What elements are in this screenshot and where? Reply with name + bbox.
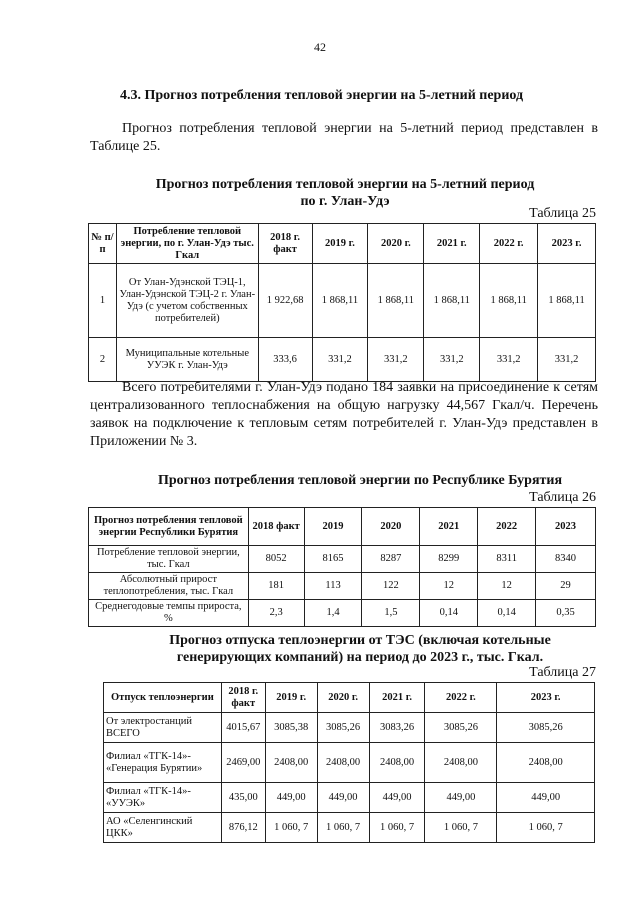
page-number: 42 (314, 40, 326, 54)
table-row (104, 743, 595, 783)
table26-header-cell: 2019 (304, 508, 362, 546)
table25-header-cell: 2018 г. факт (258, 224, 312, 264)
table25-header-cell: 2020 г. (368, 224, 424, 264)
table-cell: 8311 (478, 546, 536, 573)
table-cell: 876,12 (221, 813, 265, 843)
table-cell: 4015,67 (221, 713, 265, 743)
table25-header-cell: 2022 г. (480, 224, 538, 264)
table27-header-cell: 2020 г. (317, 683, 369, 713)
table-cell: 1,5 (362, 600, 420, 627)
table27-header-cell: Отпуск теплоэнергии (104, 683, 222, 713)
table-cell: 8340 (536, 546, 596, 573)
table26-header-cell: 2022 (478, 508, 536, 546)
table-cell: 449,00 (425, 783, 497, 813)
table-cell: 2408,00 (317, 743, 369, 783)
table-cell: 1 868,11 (368, 264, 424, 338)
table-cell: Потребление тепловой энергии, тыс. Гкал (89, 546, 249, 573)
table25-header-cell: 2021 г. (424, 224, 480, 264)
table-cell: Филиал «ТГК-14»- «Генерация Бурятии» (104, 743, 222, 783)
table-cell: 2408,00 (425, 743, 497, 783)
table-cell: 122 (362, 573, 420, 600)
table25-header-cell: Потребление тепловой энергии, по г. Улан-Удэ тыс. Гкал (116, 224, 258, 264)
table26-header-cell: 2018 факт (248, 508, 304, 546)
table-cell: 449,00 (497, 783, 595, 813)
table27 (103, 682, 595, 843)
table-cell: Абсолютный прирост теплопотребления, тыс. Гкал (89, 573, 249, 600)
table-row (89, 573, 596, 600)
table-cell: Муниципальные котельные УУЭК г. Улан-Удэ (116, 338, 258, 382)
table25-title-line2: по г. Улан-Удэ (300, 194, 390, 209)
table-cell: 1 060, 7 (425, 813, 497, 843)
table-cell: 29 (536, 573, 596, 600)
table-row (89, 264, 596, 338)
intro-paragraph: Прогноз потребления тепловой энергии на 5-летний период представлен в Таблице 25. (90, 121, 598, 154)
table-cell: 449,00 (265, 783, 317, 813)
table-cell: 2408,00 (265, 743, 317, 783)
table-cell: 1 060, 7 (317, 813, 369, 843)
table-cell: 449,00 (317, 783, 369, 813)
table-cell: 2408,00 (369, 743, 425, 783)
table25-header-cell: 2019 г. (312, 224, 368, 264)
table-row (89, 546, 596, 573)
table25-title (110, 176, 580, 210)
table-cell: 1 (89, 264, 117, 338)
table-cell: 1 060, 7 (369, 813, 425, 843)
table25-header-cell: 2023 г. (538, 224, 596, 264)
table27-header-cell: 2023 г. (497, 683, 595, 713)
table-cell: 2,3 (248, 600, 304, 627)
table-row (89, 338, 596, 382)
table-cell: От Улан-Удэнской ТЭЦ-1, Улан-Удэнской ТЭЦ-2 г. Улан-Удэ (с учетом собственных потребителей) (116, 264, 258, 338)
table-cell: 1,4 (304, 600, 362, 627)
table-cell: 435,00 (221, 783, 265, 813)
table25-header-cell: № п/п (89, 224, 117, 264)
table-cell: 3085,26 (497, 713, 595, 743)
table-cell: 0,35 (536, 600, 596, 627)
table-cell: 3085,26 (317, 713, 369, 743)
table-cell: 3083,26 (369, 713, 425, 743)
table27-title-line2: генерирующих компаний) на период до 2023 г., тыс. Гкал. (176, 650, 544, 665)
table26-header-cell: 2021 (420, 508, 478, 546)
table27-header-cell: 2021 г. (369, 683, 425, 713)
table-cell: 331,2 (424, 338, 480, 382)
table27-header-cell: 2022 г. (425, 683, 497, 713)
table-cell: От электростанций ВСЕГО (104, 713, 222, 743)
table-cell: 1 868,11 (424, 264, 480, 338)
table25 (88, 223, 596, 382)
table27-title (110, 632, 610, 666)
table25-header-row (89, 224, 596, 264)
table26-title: Прогноз потребления тепловой энергии по Республике Бурятия (157, 473, 563, 488)
table-cell: 8287 (362, 546, 420, 573)
table-cell: 1 060, 7 (497, 813, 595, 843)
table27-title-line1: Прогноз отпуска теплоэнергии от ТЭС (включая котельные (169, 633, 551, 648)
table-cell: 1 868,11 (538, 264, 596, 338)
table-row (104, 783, 595, 813)
table25-label: Таблица 25 (529, 206, 596, 221)
table26-header-row (89, 508, 596, 546)
table-row (104, 813, 595, 843)
table-cell: 331,2 (368, 338, 424, 382)
table-cell: 331,2 (312, 338, 368, 382)
table-cell: 8165 (304, 546, 362, 573)
table-cell: 12 (478, 573, 536, 600)
table27-header-cell: 2019 г. (265, 683, 317, 713)
table-cell: 181 (248, 573, 304, 600)
table-cell: 449,00 (369, 783, 425, 813)
table25-title-line1: Прогноз потребления тепловой энергии на 5-летний период (155, 177, 535, 192)
table26-label: Таблица 26 (529, 490, 596, 505)
table-cell: 331,2 (538, 338, 596, 382)
table-cell: 113 (304, 573, 362, 600)
table-cell: 331,2 (480, 338, 538, 382)
table-cell: 2408,00 (497, 743, 595, 783)
table-cell: 333,6 (258, 338, 312, 382)
table-cell: 0,14 (420, 600, 478, 627)
table-cell: 12 (420, 573, 478, 600)
table-cell: 8052 (248, 546, 304, 573)
table-cell: 2 (89, 338, 117, 382)
table27-label: Таблица 27 (529, 665, 596, 680)
table26-header-cell: 2020 (362, 508, 420, 546)
table-cell: Филиал «ТГК-14»- «УУЭК» (104, 783, 222, 813)
table-cell: 2469,00 (221, 743, 265, 783)
table-cell: 1 060, 7 (265, 813, 317, 843)
paragraph-applications: Всего потребителями г. Улан-Удэ подано 184 заявки на присоединение к сетям централизованного теплоснабжения на общую нагрузку 44,567 Гкал/ч. Перечень заявок на подключение к тепловым сетям потребителей г. Улан-Удэ представлен в Приложении № 3. (90, 380, 598, 449)
table26 (88, 507, 596, 627)
table-row (104, 713, 595, 743)
table-cell: 8299 (420, 546, 478, 573)
table-row (89, 600, 596, 627)
table-cell: АО «Селенгинский ЦКК» (104, 813, 222, 843)
table-cell: 1 868,11 (480, 264, 538, 338)
table26-header-cell: 2023 (536, 508, 596, 546)
table-cell: Среднегодовые темпы прироста, % (89, 600, 249, 627)
table-cell: 1 922,68 (258, 264, 312, 338)
table26-header-cell: Прогноз потребления тепловой энергии Республики Бурятия (89, 508, 249, 546)
table-cell: 0,14 (478, 600, 536, 627)
table-cell: 3085,38 (265, 713, 317, 743)
table27-header-row (104, 683, 595, 713)
table27-header-cell: 2018 г. факт (221, 683, 265, 713)
section-heading: 4.3. Прогноз потребления тепловой энергии на 5-летний период (120, 88, 524, 103)
table-cell: 3085,26 (425, 713, 497, 743)
table-cell: 1 868,11 (312, 264, 368, 338)
